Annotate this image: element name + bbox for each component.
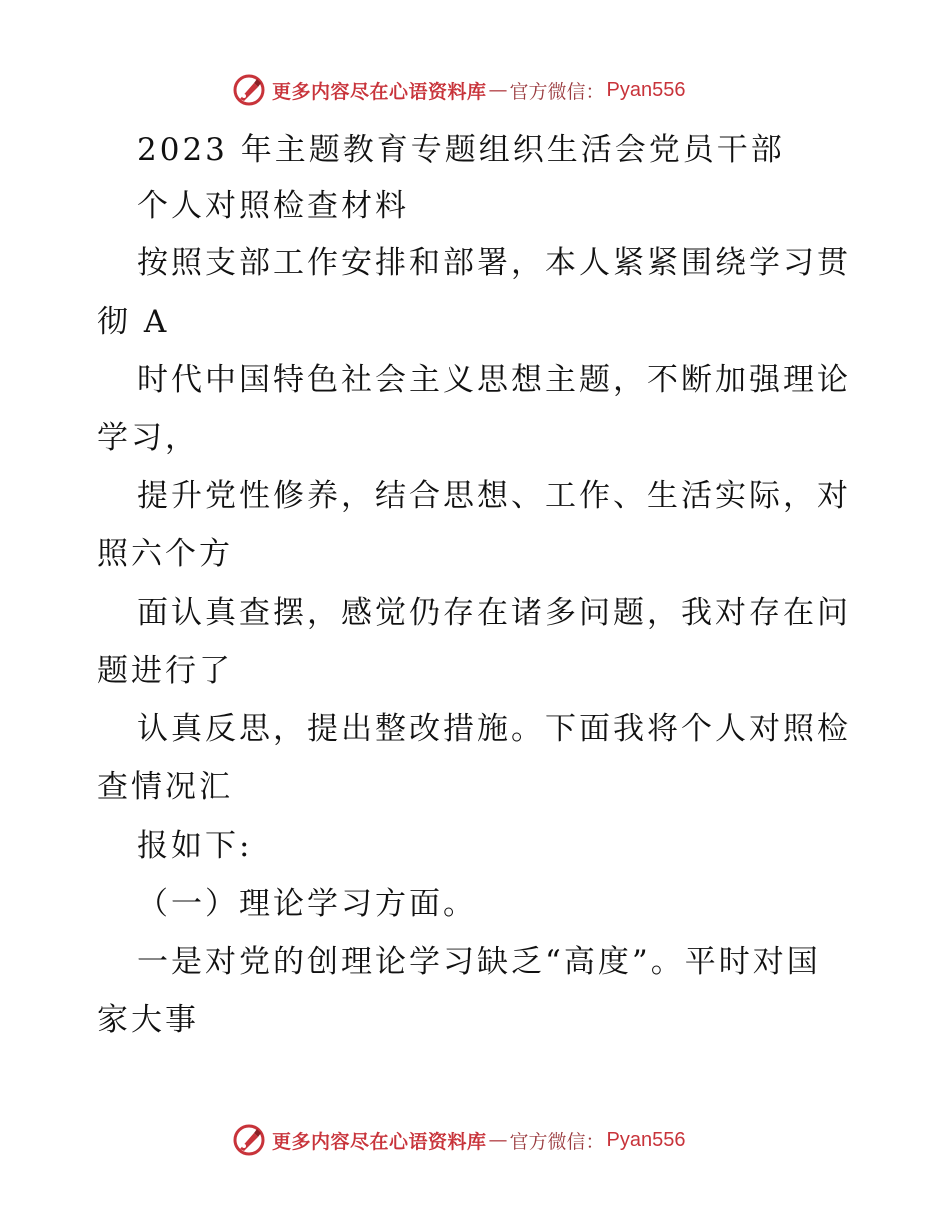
- header-watermark: [232, 70, 732, 110]
- doc-title-line-2: 个人对照检查材料: [137, 188, 409, 224]
- doc-title-line-1: 2023 年主题教育专题组织生活会党员干部: [137, 132, 785, 168]
- doc-section-heading: （一）理论学习方面。: [137, 886, 477, 922]
- watermark-dash: —: [488, 79, 508, 101]
- doc-text-line: 提升党性修养，结合思想、工作、生活实际，对: [137, 478, 851, 514]
- doc-text-line: 按照支部工作安排和部署，本人紧紧围绕学习贯: [137, 245, 851, 281]
- doc-text-line: 时代中国特色社会主义思想主题，不断加强理论: [137, 362, 851, 398]
- doc-text-line: 题进行了: [97, 653, 233, 689]
- doc-text-line: 认真反思，提出整改措施。下面我将个人对照检: [137, 711, 851, 747]
- doc-text-line: 报如下:: [137, 828, 253, 864]
- watermark-label: 官方微信：: [509, 80, 605, 103]
- pen-logo-icon: [232, 73, 266, 107]
- watermark-brand: 更多内容尽在心语资料库: [272, 1130, 487, 1153]
- watermark-wechat-id: Pyan556: [606, 1128, 686, 1151]
- watermark-wechat-id: Pyan556: [606, 78, 686, 101]
- pen-logo-icon: [232, 1123, 266, 1157]
- watermark-dash: —: [488, 1129, 508, 1151]
- doc-text-line: 学习，: [97, 420, 199, 456]
- doc-text-line: 照六个方: [97, 536, 233, 572]
- watermark-label: 官方微信：: [509, 1130, 605, 1153]
- doc-text-line: 面认真查摆，感觉仍存在诸多问题，我对存在问: [137, 595, 851, 631]
- watermark-brand: 更多内容尽在心语资料库: [272, 80, 487, 103]
- doc-text-line: 家大事: [97, 1002, 199, 1038]
- doc-text-line: 查情况汇: [97, 769, 233, 805]
- footer-watermark: [232, 1120, 732, 1160]
- doc-text-line: 彻 A: [97, 304, 170, 340]
- doc-text-line: 一是对党的创理论学习缺乏“高度”。平时对国: [137, 944, 821, 980]
